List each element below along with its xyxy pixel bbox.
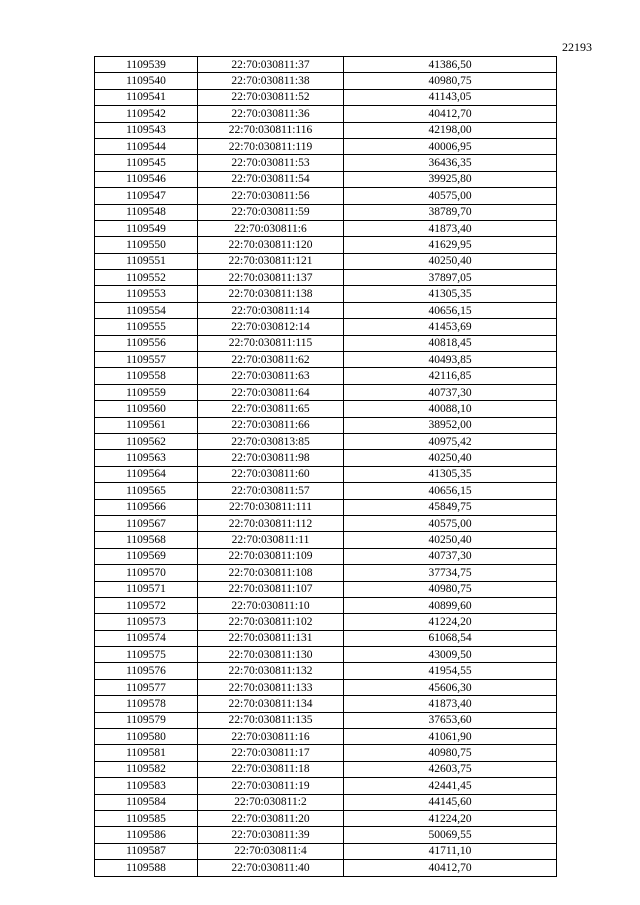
cadastral-number-cell: 22:70:030811:2 [198, 794, 344, 810]
value-cell: 41305,35 [344, 286, 557, 302]
value-cell: 41061,90 [344, 729, 557, 745]
record-number-cell: 1109565 [95, 483, 198, 499]
value-cell: 40818,45 [344, 335, 557, 351]
table-row [95, 581, 557, 597]
cadastral-number-cell: 22:70:030811:109 [198, 548, 344, 564]
cadastral-number-cell: 22:70:030811:64 [198, 384, 344, 400]
record-number-cell: 1109580 [95, 729, 198, 745]
value-cell: 42198,00 [344, 122, 557, 138]
table-row [95, 597, 557, 613]
value-cell: 37734,75 [344, 565, 557, 581]
cadastral-number-cell: 22:70:030811:115 [198, 335, 344, 351]
cadastral-number-cell: 22:70:030811:36 [198, 106, 344, 122]
cadastral-number-cell: 22:70:030811:20 [198, 810, 344, 826]
cadastral-number-cell: 22:70:030811:133 [198, 679, 344, 695]
cadastral-number-cell: 22:70:030812:14 [198, 319, 344, 335]
cadastral-number-cell: 22:70:030811:63 [198, 368, 344, 384]
cadastral-number-cell: 22:70:030811:10 [198, 597, 344, 613]
table-row [95, 450, 557, 466]
value-cell: 38952,00 [344, 417, 557, 433]
cadastral-number-cell: 22:70:030811:98 [198, 450, 344, 466]
cadastral-number-cell: 22:70:030811:54 [198, 171, 344, 187]
cadastral-number-cell: 22:70:030811:102 [198, 614, 344, 630]
record-number-cell: 1109568 [95, 532, 198, 548]
table-row [95, 433, 557, 449]
value-cell: 41954,55 [344, 663, 557, 679]
table-row [95, 319, 557, 335]
cadastral-number-cell: 22:70:030811:19 [198, 778, 344, 794]
record-number-cell: 1109583 [95, 778, 198, 794]
cadastral-number-cell: 22:70:030813:85 [198, 433, 344, 449]
table-row [95, 302, 557, 318]
cadastral-number-cell: 22:70:030811:137 [198, 270, 344, 286]
table-row [95, 565, 557, 581]
table-row [95, 368, 557, 384]
cadastral-number-cell: 22:70:030811:62 [198, 352, 344, 368]
cadastral-number-cell: 22:70:030811:60 [198, 466, 344, 482]
table-row [95, 253, 557, 269]
cadastral-number-cell: 22:70:030811:107 [198, 581, 344, 597]
record-number-cell: 1109543 [95, 122, 198, 138]
table-row [95, 548, 557, 564]
record-number-cell: 1109587 [95, 843, 198, 859]
table-row [95, 73, 557, 89]
record-number-cell: 1109573 [95, 614, 198, 630]
value-cell: 41305,35 [344, 466, 557, 482]
record-number-cell: 1109563 [95, 450, 198, 466]
cadastral-number-cell: 22:70:030811:65 [198, 401, 344, 417]
value-cell: 50069,55 [344, 827, 557, 843]
value-cell: 45849,75 [344, 499, 557, 515]
record-number-cell: 1109586 [95, 827, 198, 843]
value-cell: 45606,30 [344, 679, 557, 695]
value-cell: 41224,20 [344, 810, 557, 826]
record-number-cell: 1109545 [95, 155, 198, 171]
cadastral-number-cell: 22:70:030811:39 [198, 827, 344, 843]
cadastral-number-cell: 22:70:030811:38 [198, 73, 344, 89]
record-number-cell: 1109561 [95, 417, 198, 433]
cadastral-number-cell: 22:70:030811:52 [198, 89, 344, 105]
value-cell: 61068,54 [344, 630, 557, 646]
value-cell: 39925,80 [344, 171, 557, 187]
cadastral-number-cell: 22:70:030811:11 [198, 532, 344, 548]
value-cell: 40575,00 [344, 515, 557, 531]
record-number-cell: 1109540 [95, 73, 198, 89]
cadastral-number-cell: 22:70:030811:112 [198, 515, 344, 531]
record-number-cell: 1109581 [95, 745, 198, 761]
table-row [95, 729, 557, 745]
table-row [95, 532, 557, 548]
table-row [95, 761, 557, 777]
value-cell: 40737,30 [344, 548, 557, 564]
value-cell: 40656,15 [344, 483, 557, 499]
record-number-cell: 1109577 [95, 679, 198, 695]
record-number-cell: 1109551 [95, 253, 198, 269]
value-cell: 40006,95 [344, 138, 557, 154]
registry-table-body [95, 57, 557, 877]
table-row [95, 515, 557, 531]
cadastral-number-cell: 22:70:030811:111 [198, 499, 344, 515]
cadastral-number-cell: 22:70:030811:132 [198, 663, 344, 679]
value-cell: 41224,20 [344, 614, 557, 630]
table-row [95, 220, 557, 236]
record-number-cell: 1109569 [95, 548, 198, 564]
cadastral-number-cell: 22:70:030811:135 [198, 712, 344, 728]
record-number-cell: 1109571 [95, 581, 198, 597]
value-cell: 43009,50 [344, 647, 557, 663]
table-row [95, 286, 557, 302]
table-row [95, 204, 557, 220]
record-number-cell: 1109555 [95, 319, 198, 335]
record-number-cell: 1109560 [95, 401, 198, 417]
record-number-cell: 1109558 [95, 368, 198, 384]
table-row [95, 155, 557, 171]
cadastral-number-cell: 22:70:030811:66 [198, 417, 344, 433]
table-row [95, 89, 557, 105]
table-row [95, 483, 557, 499]
record-number-cell: 1109562 [95, 433, 198, 449]
value-cell: 41711,10 [344, 843, 557, 859]
value-cell: 38789,70 [344, 204, 557, 220]
table-row [95, 335, 557, 351]
cadastral-number-cell: 22:70:030811:121 [198, 253, 344, 269]
table-row [95, 352, 557, 368]
cadastral-number-cell: 22:70:030811:116 [198, 122, 344, 138]
value-cell: 42441,45 [344, 778, 557, 794]
record-number-cell: 1109588 [95, 860, 198, 876]
cadastral-number-cell: 22:70:030811:56 [198, 188, 344, 204]
record-number-cell: 1109564 [95, 466, 198, 482]
table-row [95, 810, 557, 826]
cadastral-number-cell: 22:70:030811:17 [198, 745, 344, 761]
value-cell: 40250,40 [344, 450, 557, 466]
cadastral-number-cell: 22:70:030811:37 [198, 57, 344, 73]
record-number-cell: 1109553 [95, 286, 198, 302]
value-cell: 42116,85 [344, 368, 557, 384]
value-cell: 40980,75 [344, 73, 557, 89]
table-row [95, 843, 557, 859]
table-row [95, 696, 557, 712]
value-cell: 40412,70 [344, 106, 557, 122]
value-cell: 37653,60 [344, 712, 557, 728]
table-row [95, 499, 557, 515]
cadastral-number-cell: 22:70:030811:134 [198, 696, 344, 712]
cadastral-number-cell: 22:70:030811:4 [198, 843, 344, 859]
value-cell: 41453,69 [344, 319, 557, 335]
record-number-cell: 1109549 [95, 220, 198, 236]
record-number-cell: 1109582 [95, 761, 198, 777]
record-number-cell: 1109550 [95, 237, 198, 253]
cadastral-number-cell: 22:70:030811:16 [198, 729, 344, 745]
cadastral-number-cell: 22:70:030811:130 [198, 647, 344, 663]
table-row [95, 106, 557, 122]
cadastral-number-cell: 22:70:030811:119 [198, 138, 344, 154]
record-number-cell: 1109556 [95, 335, 198, 351]
table-row [95, 827, 557, 843]
record-number-cell: 1109579 [95, 712, 198, 728]
record-number-cell: 1109575 [95, 647, 198, 663]
cadastral-number-cell: 22:70:030811:40 [198, 860, 344, 876]
table-row [95, 860, 557, 876]
value-cell: 40899,60 [344, 597, 557, 613]
table-row [95, 630, 557, 646]
table-row [95, 171, 557, 187]
record-number-cell: 1109566 [95, 499, 198, 515]
table-row [95, 794, 557, 810]
value-cell: 42603,75 [344, 761, 557, 777]
record-number-cell: 1109547 [95, 188, 198, 204]
record-number-cell: 1109542 [95, 106, 198, 122]
value-cell: 40250,40 [344, 253, 557, 269]
table-row [95, 614, 557, 630]
record-number-cell: 1109574 [95, 630, 198, 646]
record-number-cell: 1109570 [95, 565, 198, 581]
record-number-cell: 1109572 [95, 597, 198, 613]
record-number-cell: 1109539 [95, 57, 198, 73]
table-row [95, 466, 557, 482]
table-row [95, 138, 557, 154]
value-cell: 41873,40 [344, 696, 557, 712]
value-cell: 41629,95 [344, 237, 557, 253]
record-number-cell: 1109567 [95, 515, 198, 531]
table-row [95, 237, 557, 253]
record-number-cell: 1109552 [95, 270, 198, 286]
value-cell: 37897,05 [344, 270, 557, 286]
table-row [95, 679, 557, 695]
cadastral-number-cell: 22:70:030811:18 [198, 761, 344, 777]
cadastral-number-cell: 22:70:030811:131 [198, 630, 344, 646]
value-cell: 40980,75 [344, 581, 557, 597]
value-cell: 40656,15 [344, 302, 557, 318]
value-cell: 40737,30 [344, 384, 557, 400]
cadastral-number-cell: 22:70:030811:57 [198, 483, 344, 499]
record-number-cell: 1109546 [95, 171, 198, 187]
cadastral-number-cell: 22:70:030811:6 [198, 220, 344, 236]
cadastral-number-cell: 22:70:030811:59 [198, 204, 344, 220]
table-row [95, 270, 557, 286]
value-cell: 40412,70 [344, 860, 557, 876]
value-cell: 40980,75 [344, 745, 557, 761]
record-number-cell: 1109541 [95, 89, 198, 105]
table-row [95, 122, 557, 138]
value-cell: 41143,05 [344, 89, 557, 105]
table-row [95, 401, 557, 417]
value-cell: 41873,40 [344, 220, 557, 236]
record-number-cell: 1109576 [95, 663, 198, 679]
value-cell: 44145,60 [344, 794, 557, 810]
value-cell: 36436,35 [344, 155, 557, 171]
cadastral-number-cell: 22:70:030811:53 [198, 155, 344, 171]
record-number-cell: 1109548 [95, 204, 198, 220]
record-number-cell: 1109578 [95, 696, 198, 712]
table-row [95, 188, 557, 204]
value-cell: 41386,50 [344, 57, 557, 73]
table-row [95, 663, 557, 679]
table-row [95, 647, 557, 663]
record-number-cell: 1109585 [95, 810, 198, 826]
cadastral-number-cell: 22:70:030811:138 [198, 286, 344, 302]
value-cell: 40088,10 [344, 401, 557, 417]
value-cell: 40493,85 [344, 352, 557, 368]
value-cell: 40975,42 [344, 433, 557, 449]
table-row [95, 57, 557, 73]
page-number: 22193 [562, 40, 592, 54]
table-row [95, 745, 557, 761]
cadastral-registry-table [94, 56, 557, 877]
record-number-cell: 1109559 [95, 384, 198, 400]
record-number-cell: 1109544 [95, 138, 198, 154]
table-row [95, 712, 557, 728]
cadastral-number-cell: 22:70:030811:120 [198, 237, 344, 253]
record-number-cell: 1109584 [95, 794, 198, 810]
cadastral-number-cell: 22:70:030811:108 [198, 565, 344, 581]
record-number-cell: 1109557 [95, 352, 198, 368]
table-row [95, 417, 557, 433]
table-row [95, 384, 557, 400]
cadastral-number-cell: 22:70:030811:14 [198, 302, 344, 318]
record-number-cell: 1109554 [95, 302, 198, 318]
table-row [95, 778, 557, 794]
value-cell: 40575,00 [344, 188, 557, 204]
value-cell: 40250,40 [344, 532, 557, 548]
